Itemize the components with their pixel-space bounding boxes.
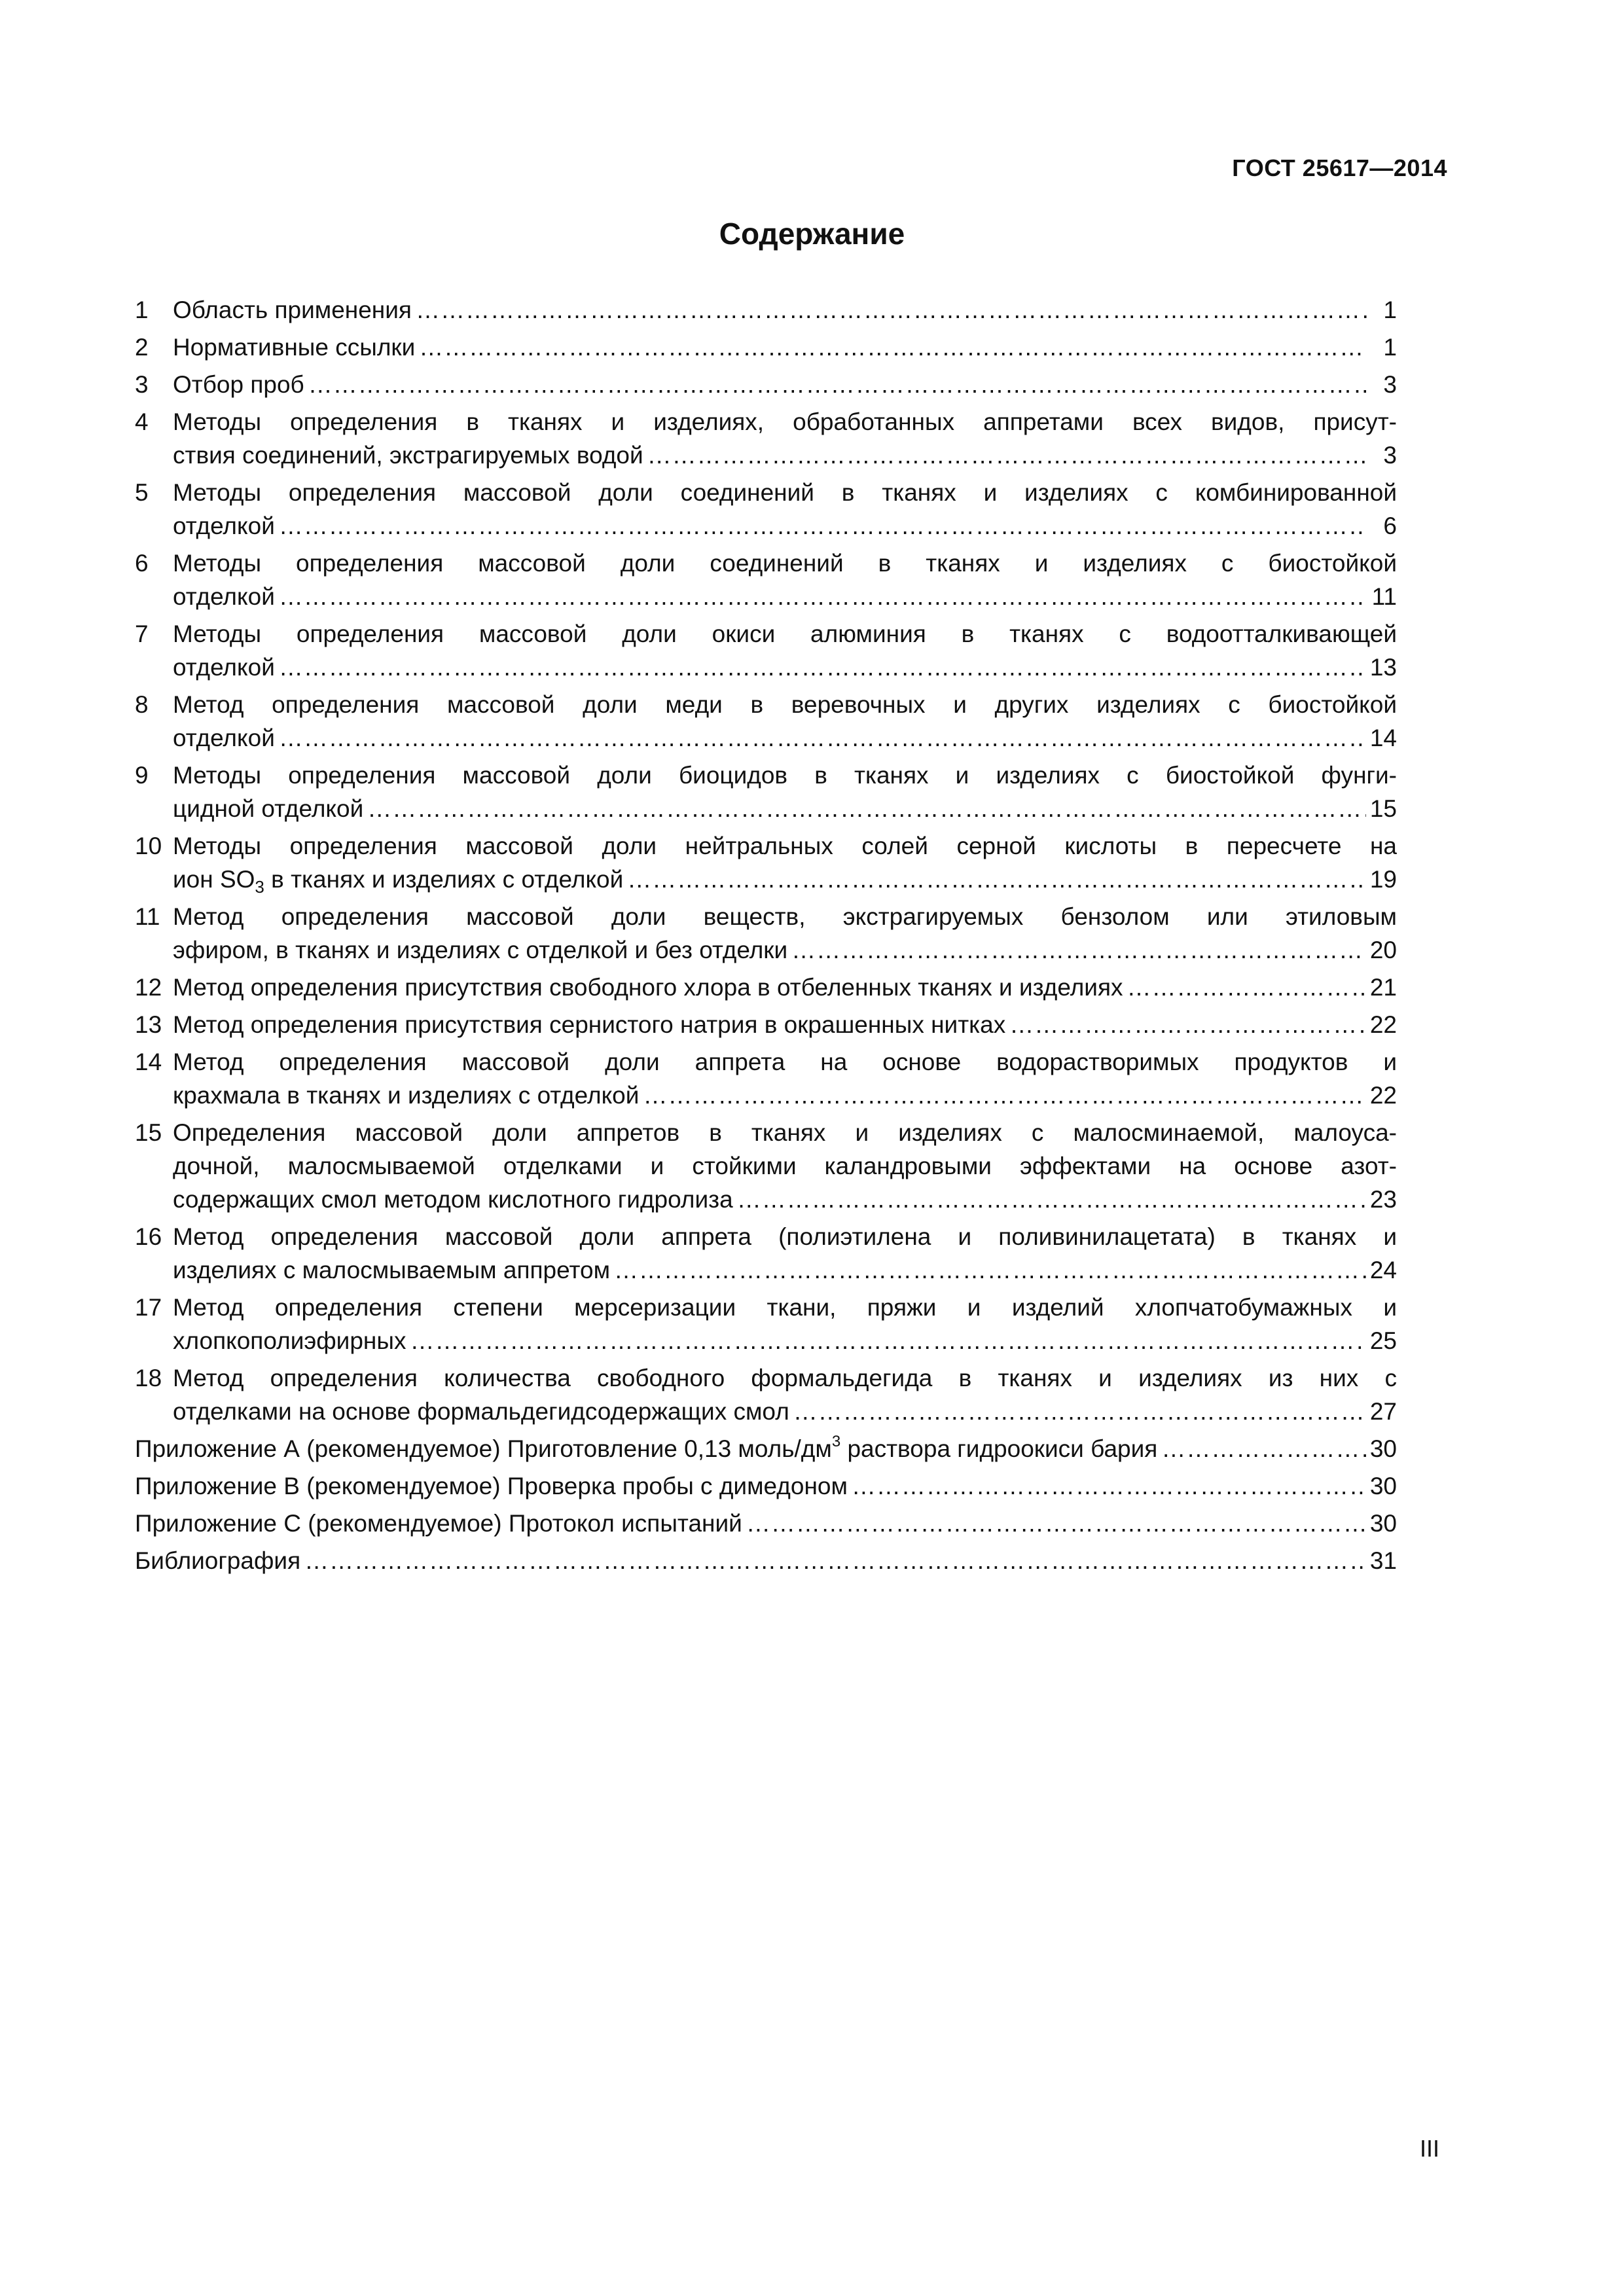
toc-entry[interactable] [135,900,1397,967]
toc-page-number: 24 [1369,1257,1397,1283]
toc-entry-title-last-line: цидной отделкой [173,795,364,822]
toc-title: Содержание [719,217,905,251]
toc-dot-leader [746,1507,1366,1540]
toc-entry-title-last-line [173,863,623,896]
toc-entry-title-last-line: отделкой [173,725,275,751]
toc-dot-leader [367,792,1366,825]
toc-entry-title-line: Методы определения массовой доли соединений в тканях и изделиях с биостойкой [173,550,1397,577]
toc-page-number: 31 [1369,1547,1397,1574]
title-text-post: в тканях и изделиях с отделкой [264,866,624,893]
toc-dot-leader [647,439,1367,472]
toc-appendix-title [135,1432,1157,1465]
toc-entry-title-line: Метод определения массовой доли аппрета (полиэтилена и поливинилацетата) в тканях и [173,1223,1397,1250]
toc-entry[interactable] [135,971,1397,1004]
toc-entry-title-line: Методы определения массовой доли окиси алюминия в тканях с водоотталкивающей [173,620,1397,647]
toc-page-number: 15 [1369,795,1397,822]
toc-entry-number: 3 [135,371,149,398]
toc-entry[interactable] [135,405,1397,472]
toc-entry-title-line: Методы определения в тканях и изделиях, обработанных аппретами всех видов, присут- [173,408,1397,435]
toc-entry-title-last-line: изделиях с малосмываемым аппретом [173,1257,611,1283]
toc-page-number: 1 [1383,296,1397,323]
toc-page-number: 21 [1369,974,1397,1001]
toc-entry-number: 14 [135,1049,162,1075]
toc-entry-title-line: Метод определения степени мерсеризации ткани, пряжи и изделий хлопчатобумажных и [173,1294,1397,1321]
toc-entry[interactable] [135,1116,1397,1216]
toc-dot-leader [627,863,1366,896]
toc-dot-leader [419,331,1367,364]
toc-entry-number: 13 [135,1011,162,1038]
toc-entry-title-line: дочной, малосмываемой отделками и стойкими каландровыми эффектами на основе азот- [173,1153,1397,1179]
toc-entry-title-last-line: отделкой [173,583,275,610]
toc-entry[interactable] [135,759,1397,825]
toc-dot-leader [279,580,1367,613]
toc-dot-leader [279,509,1367,543]
toc-entry-number: 2 [135,334,149,361]
toc-entry-title: Отбор проб [173,371,304,398]
toc-page-number: 19 [1369,866,1397,893]
toc-dot-leader [279,651,1366,684]
standard-designation: ГОСТ 25617—2014 [1232,154,1447,181]
toc-dot-leader [737,1183,1366,1216]
toc-dot-leader [308,368,1367,401]
toc-entry-number: 5 [135,479,149,506]
toc-appendix-title: Приложение С (рекомендуемое) Протокол испытаний [135,1510,742,1537]
toc-entry-number: 12 [135,974,162,1001]
title-text-post: раствора гидроокиси бария [840,1435,1158,1462]
toc-entry[interactable] [135,1008,1397,1041]
toc-entry-number: 15 [135,1119,162,1146]
toc-entry-title-last-line: ствия соединений, экстрагируемых водой [173,442,643,469]
toc-page-number: 13 [1369,654,1397,681]
toc-entry[interactable] [135,331,1397,364]
toc-dot-leader [1161,1432,1366,1465]
toc-entry-title-last-line: содержащих смол методом кислотного гидролиза [173,1186,733,1213]
toc-page-number: 3 [1383,371,1397,398]
toc-appendix-entry[interactable] [135,1469,1397,1503]
toc-page-number: 14 [1369,725,1397,751]
toc-entry-title-last-line: отделками на основе формальдегидсодержащих смол [173,1398,789,1425]
table-of-contents [135,293,1397,1581]
toc-page-number: 30 [1369,1510,1397,1537]
toc-entry-title: Область применения [173,296,412,323]
toc-entry-title-last-line: хлопкополиэфирных [173,1327,406,1354]
toc-entry-number: 8 [135,691,149,718]
toc-entry-title-line: Методы определения массовой доли нейтральных солей серной кислоты в пересчете на [173,833,1397,859]
subscript-3: 3 [255,877,264,897]
toc-entry-number: 1 [135,296,149,323]
toc-page-number: 11 [1371,583,1397,610]
toc-entry[interactable] [135,1361,1397,1428]
toc-entry-title-line: Метод определения массовой доли веществ, экстрагируемых бензолом или этиловым [173,903,1397,930]
title-text-pre: ион SO [173,866,255,893]
toc-page-number: 3 [1383,442,1397,469]
toc-dot-leader [1127,971,1366,1004]
toc-entry-number: 10 [135,833,162,859]
toc-entry[interactable] [135,688,1397,755]
toc-entry-title-line: Метод определения количества свободного формальдегида в тканях и изделиях из них с [173,1365,1397,1391]
toc-page-number: 22 [1369,1082,1397,1109]
toc-bibliography-entry[interactable] [135,1544,1397,1577]
title-text-pre: Приложение А (рекомендуемое) Приготовление 0,13 моль/дм [135,1435,832,1462]
superscript-3: 3 [831,1433,841,1450]
toc-dot-leader [852,1469,1366,1503]
toc-page-number: 6 [1383,512,1397,539]
toc-entry-number: 6 [135,550,149,577]
toc-appendix-entry[interactable] [135,1507,1397,1540]
toc-entry-number: 7 [135,620,149,647]
toc-entry-number: 4 [135,408,149,435]
toc-dot-leader [643,1079,1365,1112]
toc-page-number: 30 [1369,1473,1397,1499]
toc-entry[interactable] [135,1220,1397,1287]
toc-dot-leader [279,721,1366,755]
toc-entry[interactable] [135,476,1397,543]
toc-entry-title-last-line: отделкой [173,654,275,681]
toc-page-number: 23 [1369,1186,1397,1213]
toc-dot-leader [416,293,1367,327]
toc-page-number: 22 [1369,1011,1397,1038]
toc-dot-leader [410,1324,1365,1357]
toc-entry-title: Нормативные ссылки [173,334,416,361]
toc-dot-leader [1009,1008,1366,1041]
toc-page-number: 25 [1369,1327,1397,1354]
toc-entry-title-line: Метод определения массовой доли аппрета на основе водорастворимых продуктов и [173,1049,1397,1075]
toc-entry-number: 11 [135,903,160,930]
toc-entry[interactable] [135,1045,1397,1112]
toc-entry-title-line: Определения массовой доли аппретов в тканях и изделиях с малосминаемой, малоуса- [173,1119,1397,1146]
toc-entry[interactable] [135,829,1397,896]
toc-bibliography-title: Библиография [135,1547,301,1574]
toc-page-number: 30 [1369,1435,1397,1462]
toc-entry-title-last-line: крахмала в тканях и изделиях с отделкой [173,1082,640,1109]
toc-page-number: 27 [1369,1398,1397,1425]
toc-entry[interactable] [135,617,1397,684]
toc-page-number: 1 [1383,334,1397,361]
toc-entry[interactable] [135,1291,1397,1357]
toc-page-number: 20 [1369,937,1397,963]
toc-dot-leader [304,1544,1366,1577]
toc-entry-title-line: Методы определения массовой доли соединений в тканях и изделиях с комбинированной [173,479,1397,506]
toc-appendix-entry[interactable] [135,1432,1397,1465]
toc-entry-title: Метод определения присутствия сернистого натрия в окрашенных нитках [173,1011,1006,1038]
toc-dot-leader [614,1253,1366,1287]
page-number: III [1419,2135,1439,2162]
toc-entry[interactable] [135,293,1397,327]
toc-dot-leader [791,933,1366,967]
toc-entry-title: Метод определения присутствия свободного хлора в отбеленных тканях и изделиях [173,974,1123,1001]
toc-entry-title-last-line: отделкой [173,512,275,539]
toc-entry-number: 17 [135,1294,162,1321]
toc-dot-leader [793,1395,1366,1428]
toc-entry[interactable] [135,547,1397,613]
toc-entry-title-line: Методы определения массовой доли биоцидов в тканях и изделиях с биостойкой фунги- [173,762,1397,789]
toc-entry-title-line: Метод определения массовой доли меди в веревочных и других изделиях с биостойкой [173,691,1397,718]
toc-appendix-title: Приложение В (рекомендуемое) Проверка пробы с димедоном [135,1473,848,1499]
toc-entry-number: 9 [135,762,149,789]
toc-entry-number: 18 [135,1365,162,1391]
toc-entry[interactable] [135,368,1397,401]
toc-entry-number: 16 [135,1223,162,1250]
toc-entry-title-last-line: эфиром, в тканях и изделиях с отделкой и без отделки [173,937,788,963]
